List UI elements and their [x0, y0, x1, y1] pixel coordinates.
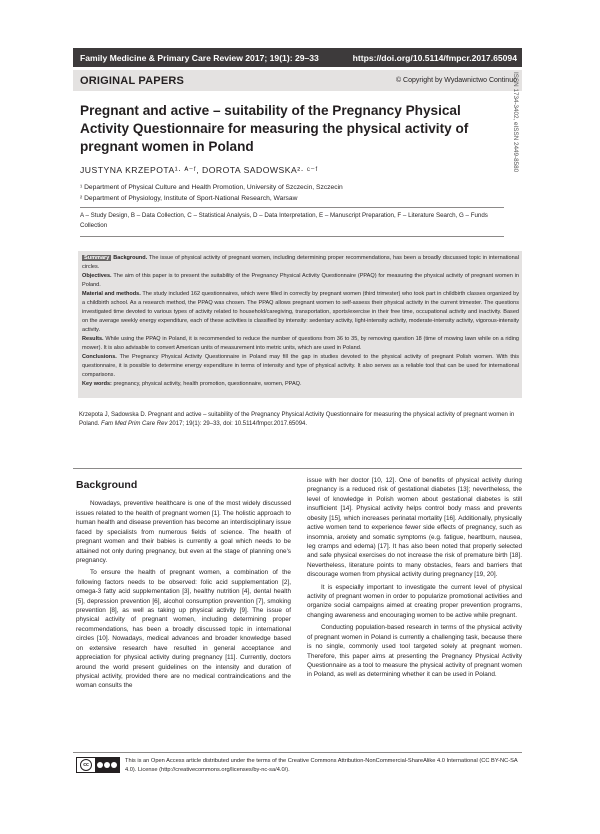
- abstract-conclusions: The Pregnancy Physical Activity Questionnaire in Poland may fill the gap in studies devoted to the physical activity of pregnant Polish women. With this questionnaire, it is possible to determine energy expenditure in terms of intensity and type of physical activity. It also serves as a reliable tool that can be used for international comparisons.: [82, 354, 520, 378]
- journal-header-bar: [73, 48, 522, 67]
- sa-icon: [111, 762, 117, 768]
- citation-journal: Fam Med Prim Care Rev: [101, 421, 168, 428]
- abstract-background-label: Background.: [113, 255, 148, 261]
- divider: [80, 236, 504, 237]
- abstract-objectives: The aim of this paper is to present the suitability of the Pregnancy Physical Activity Questionnaire (PPAQ) for measuring the physical activity of pregnant women in Poland.: [82, 273, 519, 288]
- abstract-methods: The study included 162 questionnaires, which were filled in correctly by pregnant women (third trimester) who took part in childbirth classes organized by a childbirth school. As a research method, the PPAQ was chosen. The PPAQ allows pregnant women to self-assess their physical activity in the current trimester. The questions investigated time devoted to various types of activity related to household/caregiving, transportation, sports/exercise in their free time, occupational activity and inactivity. Based on the average weekly energy expenditure, each of these activities is classified by intensity: sedentary activity, light-intensity activity, moderate-intensity activity, vigorous-intensity activity.: [82, 291, 519, 333]
- section-title: ORIGINAL PAPERS: [80, 74, 185, 87]
- abstract-background: The issue of physical activity of pregnant women, including determining proper recommendations, has been a broadly discussed topic in international circles.: [82, 255, 519, 270]
- cc-license-badge[interactable]: [76, 757, 120, 773]
- divider: [73, 468, 522, 469]
- abstract-methods-label: Material and methods.: [82, 291, 141, 297]
- affiliations: [80, 183, 504, 204]
- cc-logo: [77, 758, 95, 772]
- body-paragraph: To ensure the health of pregnant women, a combination of the following factors needs to be observed: folic acid supplementation [2], omega-3 fatty acid supplementation [3], healthy nutrition [4], dental health [5], depression prevention [6], alcohol consumption prevention [7], smoking prevention [8], as well as taking up physical activity [9]. The issue of physical activity of pregnant women, including determining proper recommendations, has been a broadly discussed topic in international circles [10]. Nowadays, medical advances and broader knowledge based on extensive research have resulted in general acceptance and appreciation for physical activity during pregnancy [11]. Currently, doctors around the world present guidelines on the intensity and duration of physical activity, provided there are no medical contraindications and the woman consults the: [76, 569, 291, 690]
- affiliation-2: ² Department of Physiology, Institute of Sport-National Research, Warsaw: [80, 194, 298, 202]
- abstract-results-label: Results.: [82, 336, 104, 342]
- author-list: JUSTYNA KRZEPOTA¹· ᴬ⁻ᶠ, DOROTA SADOWSKA²· ᶜ⁻ᶠ: [80, 165, 318, 175]
- keywords: pregnancy, physical activity, health promotion, questionnaire, women, PPAQ.: [113, 381, 302, 387]
- citation-rest: 2017; 19(1): 29–33, doi: 10.5114/fmpcr.2017.65094.: [169, 421, 308, 428]
- affiliation-1: ¹ Department of Physical Culture and Health Promotion, University of Szczecin, Szczecin: [80, 184, 343, 191]
- citation-text: Krzepota J, Sadowska D. Pregnant and active – suitability of the Pregnancy Physical Activity Questionnaire for measuring the physical activity of pregnant women in Poland.: [79, 412, 515, 428]
- license-footer: [76, 757, 522, 775]
- doi-link[interactable]: https://doi.org/10.5114/fmpcr.2017.65094: [352, 53, 517, 63]
- body-paragraph: It is especially important to investigate the current level of physical activity of pregnant women in order to popularize promotional activities and organize social campaigns aimed at creating proper prevention programs, changing awareness and encouraging women to be active while pregnant.: [307, 583, 522, 619]
- by-icon: [97, 762, 103, 768]
- body-column-right: [307, 476, 522, 683]
- divider: [80, 207, 504, 208]
- summary-label: Summary: [84, 255, 110, 261]
- cc-icon: cc: [80, 759, 92, 771]
- divider: [73, 752, 522, 753]
- nc-icon: [104, 762, 110, 768]
- issn-vertical: ISSN 1734-3402, eISSN 2449-8580: [512, 72, 519, 173]
- abstract-conclusions-label: Conclusions.: [82, 354, 117, 360]
- license-text: This is an Open Access article distributed under the terms of the Creative Commons Attribution-NonCommercial-ShareAlike 4.0 International (CC BY-NC-SA 4.0). License (http://creativecommons.org/licenses/by-nc-sa/4.0/).: [125, 758, 518, 773]
- section-bar: [73, 70, 522, 91]
- citation: [79, 411, 523, 430]
- body-paragraph: Conducting population-based research in terms of the physical activity of pregnant women in Poland is currently a challenging task, because there is no single, commonly used tool targeted solely at pregnant women. Therefore, this paper aims at presenting the Pregnancy Physical Activity Questionnaire as a tool to measure the physical activity of pregnant women in Poland, as well as determining whether it can be used in Poland.: [307, 624, 522, 679]
- section-heading-background: Background: [76, 479, 138, 491]
- abstract-results: While using the PPAQ in Poland, it is recommended to reduce the number of questions from 36 to 35, by removing question 18 (time of mowing lawn while on a riding mower). It is also advisable to convert American units of measurement into metric units, which are used in Poland.: [82, 336, 519, 351]
- copyright-notice: © Copyright by Wydawnictwo Continuo: [395, 77, 517, 84]
- author-roles: A – Study Design, B – Data Collection, C – Statistical Analysis, D – Data Interpretation, E – Manuscript Preparation, F – Literature Search, G – Funds Collection: [80, 212, 488, 230]
- keywords-label: Key words:: [82, 381, 112, 387]
- article-title: Pregnant and active – suitability of the Pregnancy Physical Activity Questionnaire for measuring the physical activity of pregnant women in Poland: [80, 103, 469, 155]
- cc-conditions: [95, 758, 119, 772]
- body-paragraph: Nowadays, preventive healthcare is one of the most widely discussed issues related to the health of pregnant women [1]. The holistic approach to human health and disease prevention has become an interdisciplinary issue faced by specialists from numerous fields of science. The health of pregnant women and their babies is currently a goal which needs to be attained not only during pregnancy, but even at the stage of planning one's pregnancy.: [76, 500, 291, 564]
- abstract-box: [78, 251, 522, 398]
- body-column-left: [76, 481, 291, 694]
- journal-name: Family Medicine & Primary Care Review 2017; 19(1): 29–33: [80, 53, 319, 63]
- abstract-objectives-label: Objectives.: [82, 273, 112, 279]
- body-paragraph: issue with her doctor [10, 12]. One of benefits of physical activity during pregnancy is a reduced risk of gestational diabetes [13]; nevertheless, the level of knowledge in Polish women about gestational diabetes is still insufficient [14]. Physical activity helps control body mass and prevents obesity [15], which increases perinatal mortality [16]. Additionally, physically active women tend to experience fewer side effects of pregnancy, such as insomnia, anxiety and somatic symptoms (e.g. fatigue, heartburn, nausea, leg cramps and edema) [17]. It has also been noted that properly selected and safe physical exercises do not increase the risk of premature birth [18]. Nevertheless, literature points to many obstacles, fears and barriers that discourage women from physical activity during pregnancy [19, 20].: [307, 477, 522, 579]
